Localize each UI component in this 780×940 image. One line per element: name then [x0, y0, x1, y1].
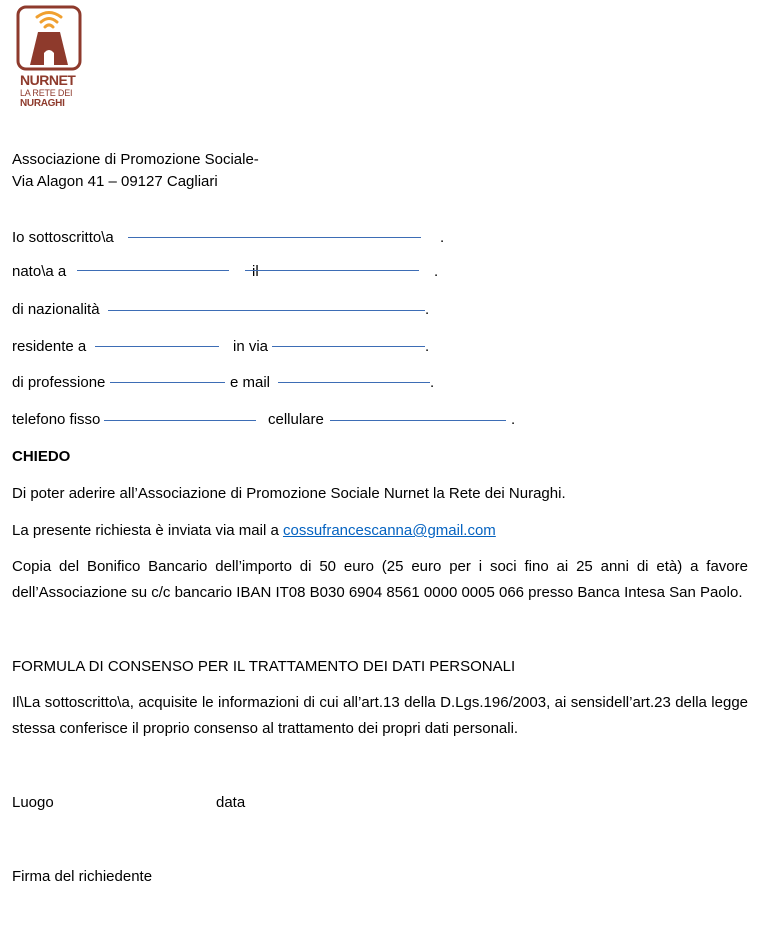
nationality-label: di nazionalità: [12, 301, 100, 318]
born-label: nato\a a: [12, 263, 67, 280]
email-label: e mail: [230, 374, 271, 391]
date-of-birth-label: il: [252, 263, 259, 280]
request-heading: CHIEDO: [12, 448, 71, 465]
consent-heading: FORMULA DI CONSENSO PER IL TRATTAMENTO DEI DATI PERSONALI: [12, 658, 516, 675]
undersigned-label: Io sottoscritto\a: [12, 229, 114, 246]
nurnet-logo: [16, 5, 82, 109]
mobile-label: cellulare: [268, 411, 324, 428]
contact-email-link[interactable]: cossufrancescanna@gmail.com: [282, 522, 496, 539]
landline-label: telefono fisso: [12, 411, 101, 428]
profession-field-line[interactable]: [110, 382, 225, 383]
residence-label: residente a: [12, 338, 87, 355]
birthplace-field-line[interactable]: [77, 270, 229, 271]
profession-label: di professione: [12, 374, 106, 391]
landline-field-line[interactable]: [104, 420, 256, 421]
period: .: [425, 301, 430, 318]
email-sentence-text: La presente richiesta è inviata via mail a: [12, 522, 283, 539]
logo-tagline-2: NURAGHI: [20, 98, 65, 109]
residence-field-line[interactable]: [95, 346, 219, 347]
period: .: [425, 338, 430, 355]
mobile-field-line[interactable]: [330, 420, 506, 421]
nuraghe-icon: [16, 5, 82, 71]
consent-paragraph: Il\La sottoscritto\a, acquisite le informazioni di cui all’art.13 della D.Lgs.196/2003, ai sensidell’art.23 della legge stessa conferisce il proprio consenso al trattamento dei propri dati personali.: [12, 694, 748, 737]
date-label: data: [216, 794, 246, 811]
signature-label: Firma del richiedente: [12, 868, 153, 885]
org-address: Via Alagon 41 – 09127 Cagliari: [12, 173, 218, 190]
period: .: [511, 411, 516, 428]
nationality-field-line[interactable]: [108, 310, 425, 311]
request-paragraph: Di poter aderire all’Associazione di Promozione Sociale Nurnet la Rete dei Nuraghi.: [12, 485, 566, 502]
street-field-line[interactable]: [272, 346, 425, 347]
period: .: [430, 374, 435, 391]
logo-name: NURNET: [20, 72, 76, 88]
street-label: in via: [233, 338, 269, 355]
name-field-line[interactable]: [128, 237, 421, 238]
email-sentence: [12, 522, 496, 540]
logo-tagline-1: LA RETE DEI: [20, 88, 73, 98]
email-field-line[interactable]: [278, 382, 430, 383]
bank-transfer-paragraph: Copia del Bonifico Bancario dell’importo di 50 euro (25 euro per i soci fino ai 25 anni di età) a favore dell’Associazione su c/c bancario IBAN IT08 B030 6904 8561 0000 0005 066 presso Banca Intesa San Paolo.: [12, 558, 748, 601]
period: .: [434, 263, 439, 280]
org-name: Associazione di Promozione Sociale-: [12, 151, 259, 168]
place-label: Luogo: [12, 794, 54, 811]
birthdate-field-line[interactable]: [245, 270, 419, 271]
period: .: [440, 229, 445, 246]
